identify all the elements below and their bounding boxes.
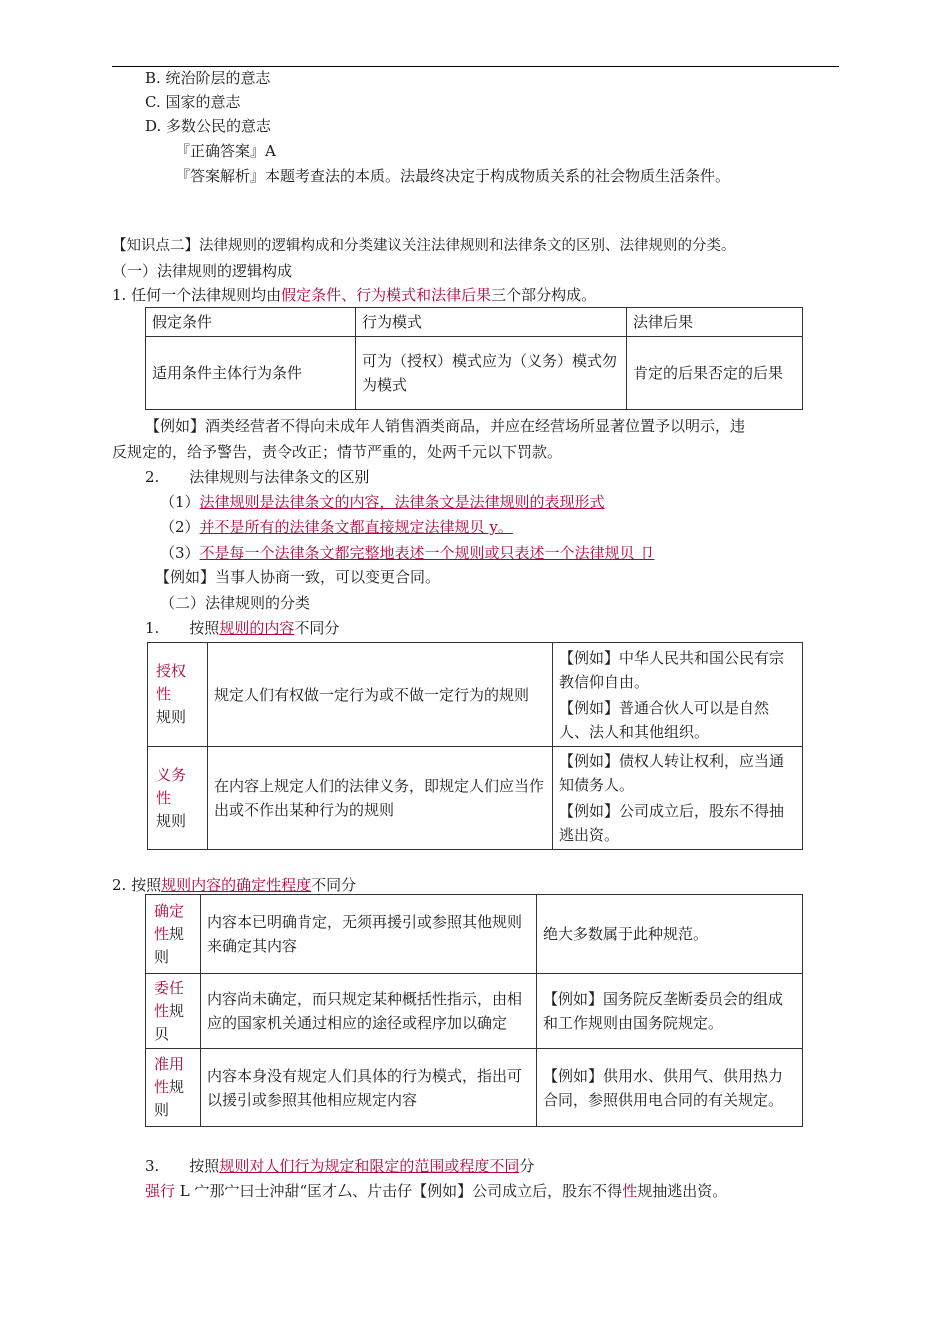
rule-category: 义务 性 规则 <box>148 747 208 850</box>
option-b: B. 统治阶层的意志 <box>145 69 271 87</box>
table-header-cell: 法律后果 <box>627 308 803 337</box>
rule-category: 授权 性 规则 <box>148 643 208 747</box>
difference-item: （3）不是每一个法律条文都完整地表述一个规则或只表述一个法律规贝 卩 <box>160 544 655 562</box>
answer-analysis: 『答案解析』本题考查法的本质。法最终决定于构成物质关系的社会物质生活条件。 <box>175 167 731 185</box>
classification-2-title: 2. 按照规则内容的确定性程度不同分 <box>112 876 357 894</box>
rule-description: 内容尚未确定，而只规定某种概括性指示，由相应的国家机关通过相应的途径或程序加以确定 <box>201 974 537 1049</box>
table-cell: 肯定的后果否定的后果 <box>627 337 803 410</box>
option-d: D. 多数公民的意志 <box>145 117 272 135</box>
table-header-cell: 行为模式 <box>356 308 627 337</box>
rule-content-table <box>147 642 803 850</box>
rule-examples: 【例如】中华人民共和国公民有宗教信仰自由。 【例如】普通合伙人可以是自然人、法人和其他组织。 <box>553 643 803 747</box>
rule-example: 绝大多数属于此种规范。 <box>537 895 803 974</box>
rule-composition-line: 1. 任何一个法律规则均由假定条件、行为模式和法律后果三个部分构成。 <box>112 286 597 304</box>
rule-components-table <box>145 307 803 410</box>
table-header-cell: 假定条件 <box>146 308 356 337</box>
header-rule <box>112 66 839 67</box>
certainty-table <box>145 894 803 1127</box>
rule-description: 在内容上规定人们的法律义务，即规定人们应当作出或不作出某种行为的规则 <box>208 747 553 850</box>
rule-examples: 【例如】债权人转让权利，应当通知债务人。 【例如】公司成立后，股东不得抽逃出资。 <box>553 747 803 850</box>
rule-example: 【例如】国务院反垄断委员会的组成和工作规则由国务院规定。 <box>537 974 803 1049</box>
difference-item: （1）法律规则是法律条文的内容，法律条文是法律规则的表现形式 <box>160 493 605 511</box>
rule-description: 内容本已明确肯定，无须再援引或参照其他规则来确定其内容 <box>201 895 537 974</box>
option-c: C. 国家的意志 <box>145 93 241 111</box>
classification-1-title: 1. 按照规则的内容不同分 <box>145 619 340 637</box>
rule-category: 准用 性规 则 <box>146 1049 201 1127</box>
correct-answer: 『正确答案』A <box>175 142 276 160</box>
example-1-line-1: 【例如】酒类经营者不得向未成年人销售酒类商品，并应在经营场所显著位置予以明示，违 <box>145 417 746 435</box>
example-1-line-2: 反规定的，给予警告，责令改正；情节严重的，处两千元以下罚款。 <box>112 443 563 461</box>
rule-example: 【例如】供用水、供用气、供用热力合同，参照供用电合同的有关规定。 <box>537 1049 803 1127</box>
garbled-final-line: 强行 L 宀那宀曰士沖甜“匡才厶、片击仔【例如】公司成立后，股东不得性规抽逃出资。 <box>145 1182 728 1200</box>
rule-description: 内容本身没有规定人们具体的行为模式，指出可以援引或参照其他相应规定内容 <box>201 1049 537 1127</box>
difference-item: （2）并不是所有的法律条文都直接规定法律规贝 y。 <box>160 518 513 536</box>
rule-category: 确定 性规 则 <box>146 895 201 974</box>
table-cell: 适用条件主体行为条件 <box>146 337 356 410</box>
example-2: 【例如】当事人协商一致，可以变更合同。 <box>155 568 441 586</box>
classification-3-title: 3. 按照规则对人们行为规定和限定的范围或程度不同分 <box>145 1157 535 1175</box>
section-2-title: （二）法律规则的分类 <box>160 594 311 612</box>
table-cell: 可为（授权）模式应为（义务）模式勿为模式 <box>356 337 627 410</box>
kp2-heading: 【知识点二】法律规则的逻辑构成和分类建议关注法律规则和法律条文的区别、法律规则的分类。 <box>112 238 736 254</box>
section-1-title: （一）法律规则的逻辑构成 <box>112 262 293 280</box>
rule-vs-article-title: 2. 法律规则与法律条文的区别 <box>145 468 370 486</box>
rule-description: 规定人们有权做一定行为或不做一定行为的规则 <box>208 643 553 747</box>
rule-category: 委任 性规 贝 <box>146 974 201 1049</box>
